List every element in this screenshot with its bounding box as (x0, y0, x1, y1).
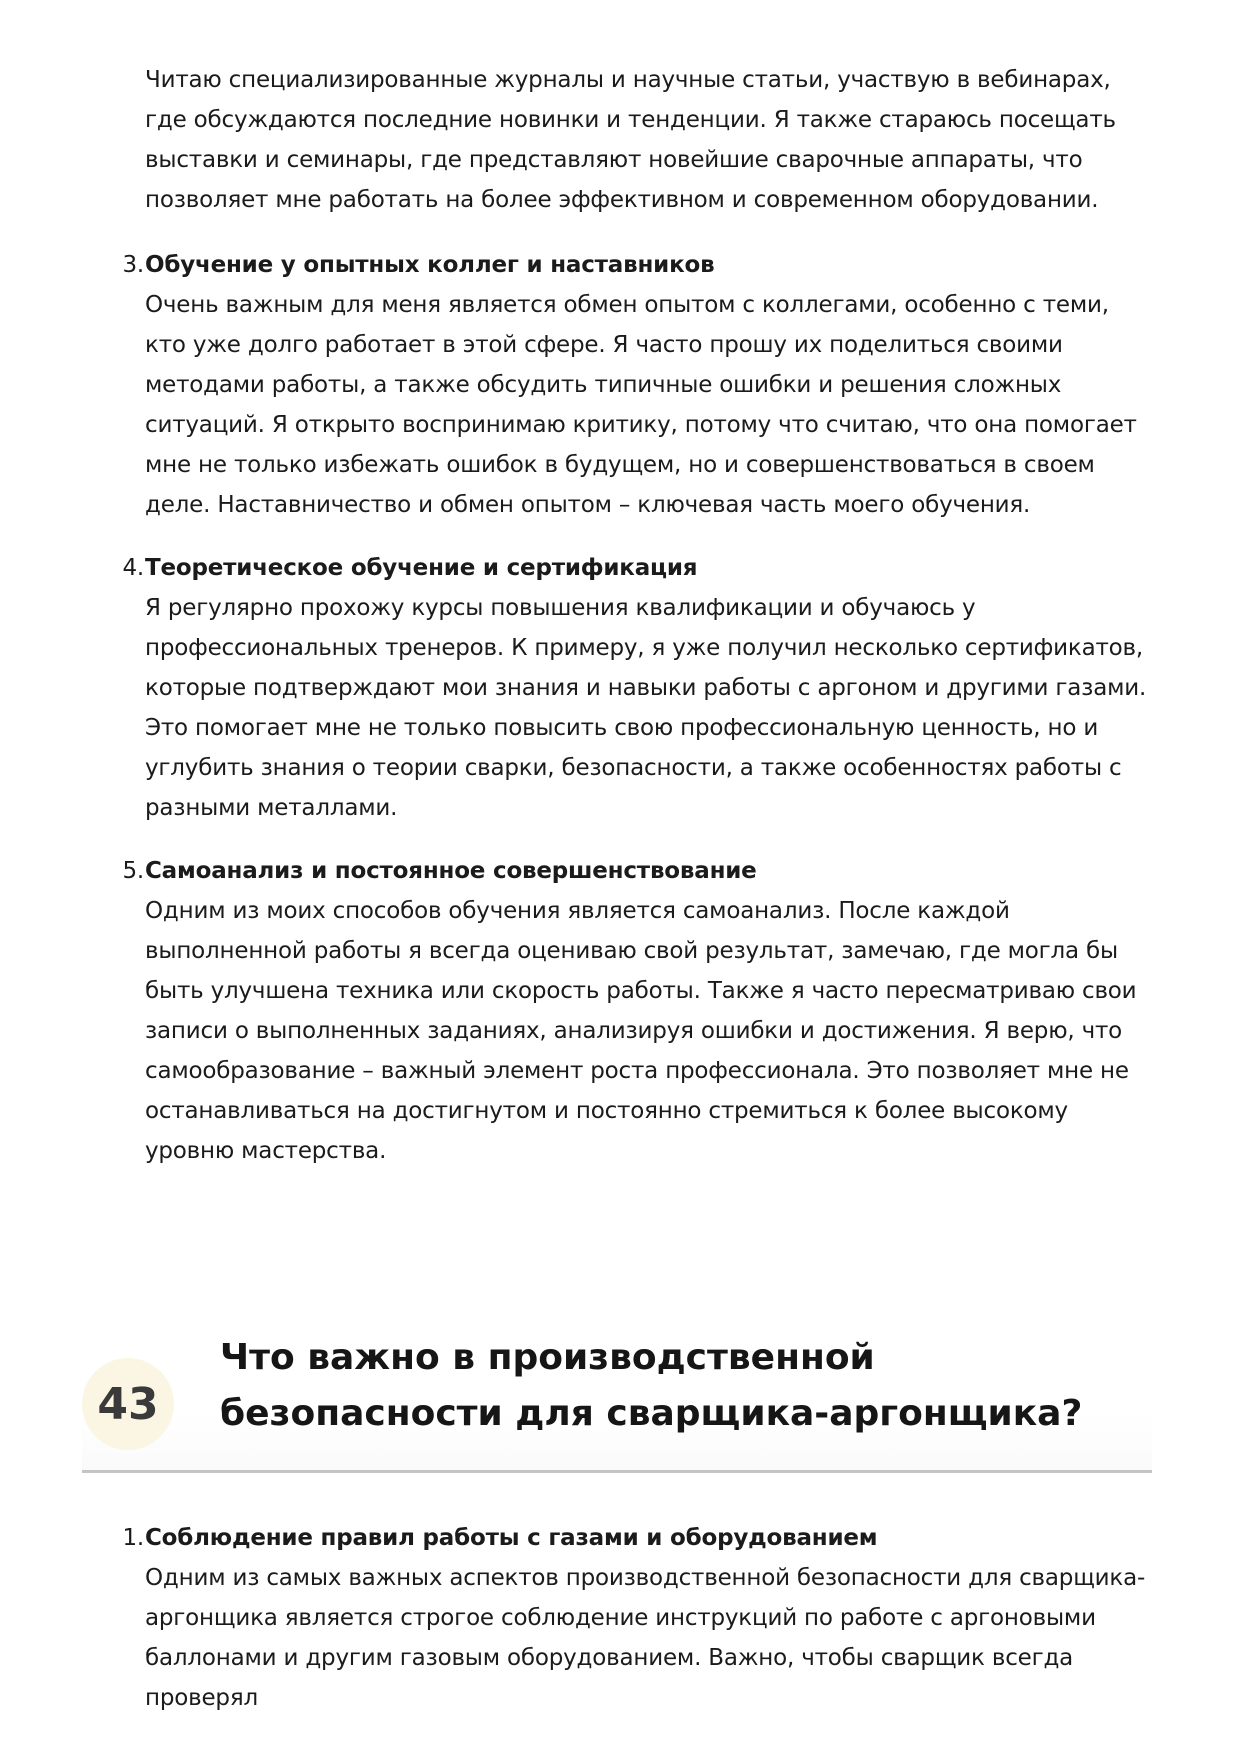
list-item-body: Я регулярно прохожу курсы повышения квалификации и обучаюсь у профессиональных тренеров. К примеру, я уже получил несколько сертификатов, которые подтверждают мои знания и навыки работы с аргоном и другими газами. Это помогает мне не только повысить свою профессиональную ценность, но и углубить знания о теории сварки, безопасности, а также особенностях работы с разными металлами. (145, 595, 1147, 821)
list-item-title: Самоанализ и постоянное совершенствование (145, 858, 757, 884)
intro-paragraph: Читаю специализированные журналы и научные статьи, участвую в вебинарах, где обсуждаются последние новинки и тенденции. Я также стараюсь посещать выставки и семинары, где представляют новейшие сварочные аппараты, что позволяет мне работать на более эффективном и современном оборудовании. (145, 67, 1116, 213)
list-item-body: Очень важным для меня является обмен опытом с коллегами, особенно с теми, кто уже долго работает в этой сфере. Я часто прошу их поделиться своими методами работы, а также обсудить типичные ошибки и решения сложных ситуаций. Я открыто воспринимаю критику, потому что считаю, что она помогает мне не только избежать ошибок в будущем, но и совершенствоваться в своем деле. Наставничество и обмен опытом – ключевая часть моего обучения. (145, 292, 1137, 518)
list-item-number: 1. (122, 1525, 144, 1551)
list-item-number: 3. (122, 252, 144, 278)
list-item-title: Обучение у опытных коллег и наставников (145, 252, 715, 278)
list-item-number: 5. (122, 858, 144, 884)
list-item-body: Одним из самых важных аспектов производственной безопасности для сварщика-аргонщика является строгое соблюдение инструкций по работе с аргоновыми баллонами и другим газовым оборудованием. Важно, чтобы сварщик всегда проверял (145, 1565, 1146, 1711)
section-header (82, 1330, 1152, 1473)
section-title: Что важно в производственной безопасности для сварщика-аргонщика? (220, 1337, 1083, 1434)
list-item-title: Теоретическое обучение и сертификация (145, 555, 698, 581)
list-item-title: Соблюдение правил работы с газами и оборудованием (145, 1525, 878, 1551)
list-item-number: 4. (122, 555, 144, 581)
list-item-body: Одним из моих способов обучения является самоанализ. После каждой выполненной работы я всегда оцениваю свой результат, замечаю, где могла бы быть улучшена техника или скорость работы. Также я часто пересматриваю свои записи о выполненных заданиях, анализируя ошибки и достижения. Я верю, что самообразование – важный элемент роста профессионала. Это позволяет мне не останавливаться на достигнутом и постоянно стремиться к более высокому уровню мастерства. (145, 898, 1137, 1164)
section-number-badge: 43 (82, 1358, 174, 1450)
